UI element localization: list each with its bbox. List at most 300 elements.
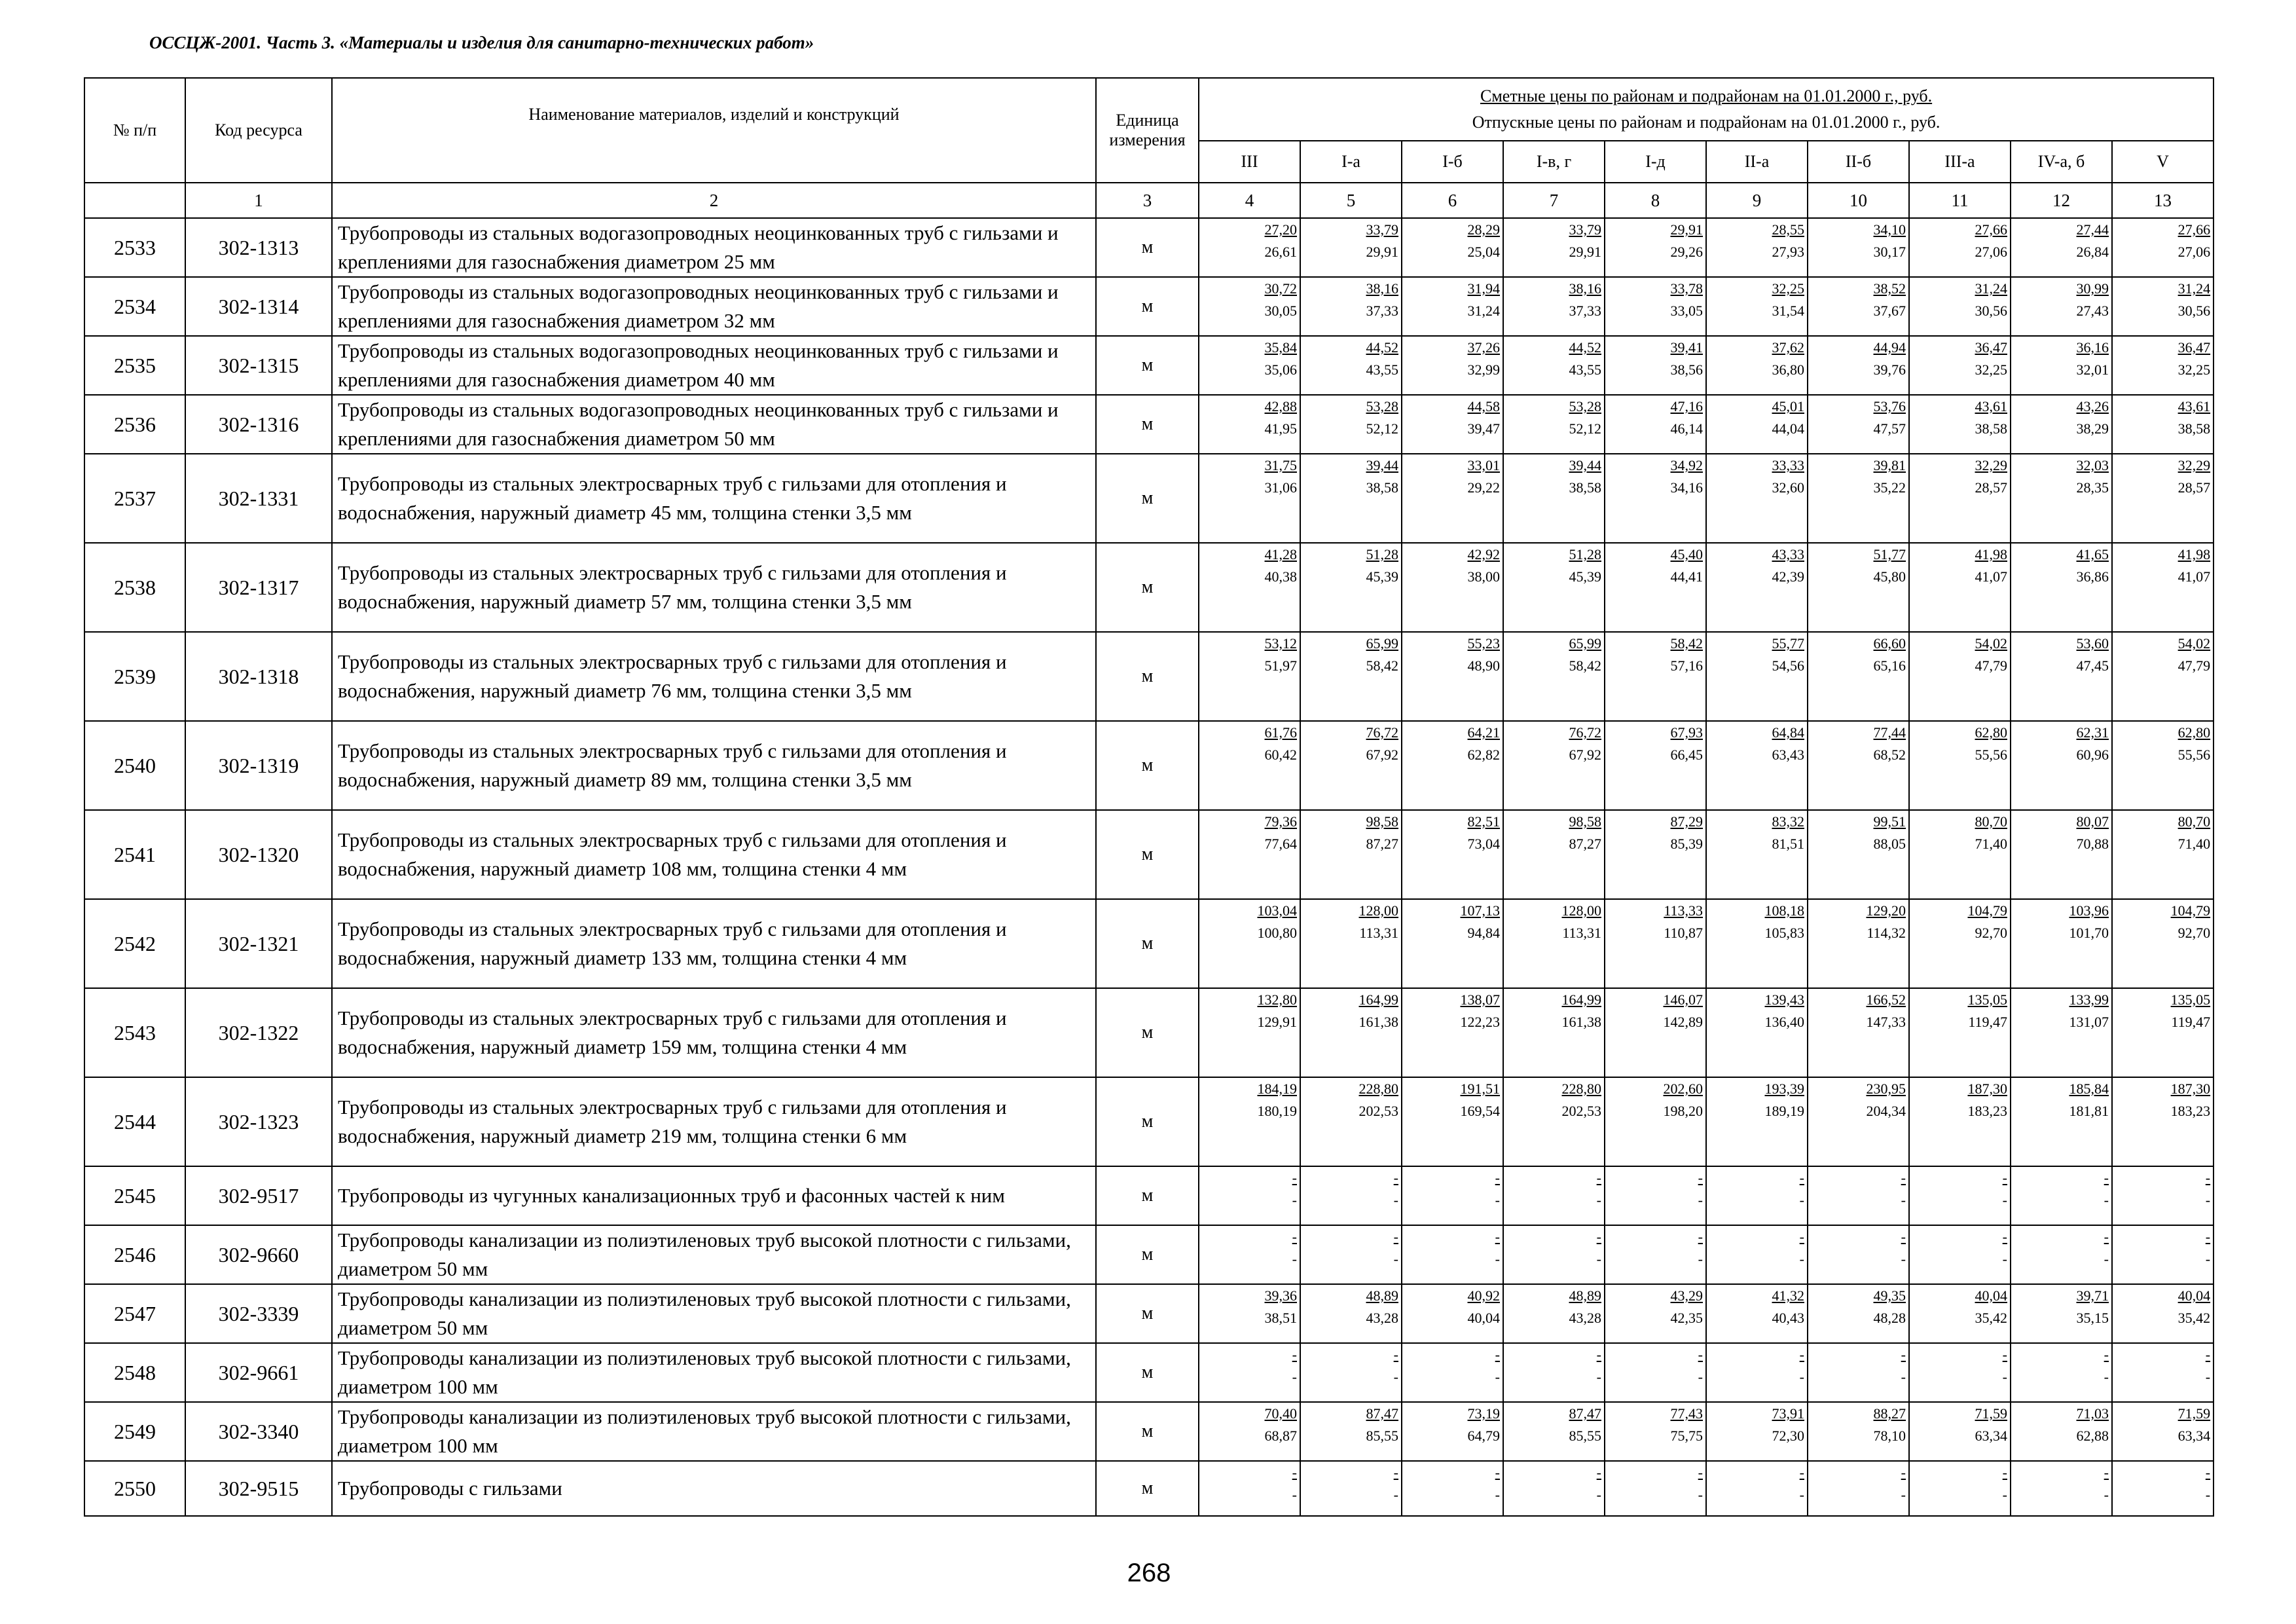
price-cell	[1605, 336, 1706, 395]
estimated-price: -	[1292, 1170, 1297, 1186]
price-cell	[2011, 218, 2112, 277]
release-price: 41,07	[2178, 568, 2211, 585]
estimated-price: -	[2002, 1228, 2007, 1245]
price-cell	[1605, 721, 1706, 810]
release-price: 62,82	[1467, 747, 1500, 763]
price-cell	[2112, 1077, 2214, 1166]
release-price: 142,89	[1663, 1014, 1703, 1030]
resource-code: 302-1319	[185, 721, 332, 810]
estimated-price: 36,47	[2178, 339, 2211, 356]
estimated-price: 31,75	[1264, 457, 1297, 473]
release-price: 42,39	[1772, 568, 1804, 585]
resource-code: 302-1317	[185, 543, 332, 632]
price-cell	[1402, 810, 1503, 899]
price-cell	[2011, 632, 2112, 721]
material-name: Трубопроводы из стальных электросварных труб с гильзами для отопления и водоснабжения, наружный диаметр 133 мм, толщина стенки 4 мм	[332, 899, 1096, 988]
column-number: 13	[2112, 183, 2214, 218]
resource-code: 302-1320	[185, 810, 332, 899]
estimated-price: 48,89	[1366, 1287, 1398, 1304]
estimated-price: 44,58	[1467, 398, 1500, 415]
price-cell	[2011, 1402, 2112, 1461]
column-number: 2	[332, 183, 1096, 218]
estimated-price: 80,07	[2076, 813, 2109, 830]
release-price: -	[1393, 1369, 1398, 1385]
material-name: Трубопроводы канализации из полиэтиленовых труб высокой плотности с гильзами, диаметром 50 мм	[332, 1225, 1096, 1284]
release-price: 38,58	[1366, 479, 1398, 496]
unit: м	[1096, 1284, 1199, 1343]
estimated-price: 80,70	[2178, 813, 2211, 830]
price-cell	[1909, 1166, 2011, 1225]
price-cell	[1503, 721, 1605, 810]
estimated-price: 28,29	[1467, 221, 1500, 238]
release-price: 131,07	[2069, 1014, 2109, 1030]
price-cell	[1808, 632, 1909, 721]
estimated-price: 51,28	[1366, 546, 1398, 563]
price-cell	[1503, 810, 1605, 899]
row-number: 2535	[84, 336, 185, 395]
release-price: 35,22	[1873, 479, 1906, 496]
price-cell	[1300, 1284, 1402, 1343]
estimated-price: 51,77	[1873, 546, 1906, 563]
release-price: 36,86	[2076, 568, 2109, 585]
release-price: -	[1698, 1192, 1703, 1208]
price-cell	[1706, 1284, 1808, 1343]
estimated-price: 87,29	[1670, 813, 1703, 830]
unit: м	[1096, 810, 1199, 899]
release-price: 161,38	[1561, 1014, 1601, 1030]
release-price: 39,76	[1873, 361, 1906, 378]
price-cell	[1808, 1343, 1909, 1402]
estimated-price: -	[1901, 1228, 1906, 1245]
estimated-price: 54,02	[2178, 635, 2211, 652]
release-price: 161,38	[1358, 1014, 1398, 1030]
release-price: 64,79	[1467, 1428, 1500, 1444]
estimated-price: 228,80	[1358, 1080, 1398, 1097]
material-name: Трубопроводы канализации из полиэтиленовых труб высокой плотности с гильзами, диаметром 100 мм	[332, 1343, 1096, 1402]
price-cell	[1402, 1402, 1503, 1461]
unit: м	[1096, 336, 1199, 395]
release-price: 60,42	[1264, 747, 1297, 763]
estimated-price: -	[1393, 1464, 1398, 1481]
price-cell	[1909, 1343, 2011, 1402]
release-price: 47,79	[2178, 657, 2211, 674]
row-number: 2536	[84, 395, 185, 454]
price-cell	[1199, 1402, 1300, 1461]
estimated-price: 47,16	[1670, 398, 1703, 415]
estimated-price: 76,72	[1569, 724, 1601, 741]
price-cell	[1300, 1402, 1402, 1461]
price-cell	[1300, 1166, 1402, 1225]
release-price: 27,06	[2178, 244, 2211, 260]
release-price: 35,42	[1975, 1310, 2007, 1326]
price-cell	[1300, 1077, 1402, 1166]
price-cell	[1605, 1077, 1706, 1166]
release-price: -	[2104, 1251, 2109, 1267]
price-cell	[1402, 1461, 1503, 1516]
release-price: 35,15	[2076, 1310, 2109, 1326]
estimated-price: 99,51	[1873, 813, 1906, 830]
release-price: -	[2104, 1486, 2109, 1503]
estimated-price: -	[1596, 1346, 1601, 1363]
release-price: 29,91	[1569, 244, 1601, 260]
price-cell	[1503, 336, 1605, 395]
release-price: 28,57	[2178, 479, 2211, 496]
price-cell	[1402, 1077, 1503, 1166]
release-price: 68,52	[1873, 747, 1906, 763]
price-cell	[1503, 1461, 1605, 1516]
estimated-price: 37,62	[1772, 339, 1804, 356]
release-price: -	[1901, 1251, 1906, 1267]
price-cell	[1605, 1402, 1706, 1461]
estimated-price: -	[2205, 1228, 2211, 1245]
price-cell	[1808, 277, 1909, 336]
release-price: 52,12	[1569, 420, 1601, 437]
estimated-price: -	[1495, 1228, 1500, 1245]
price-cell	[2112, 1225, 2214, 1284]
estimated-price: -	[1799, 1228, 1804, 1245]
price-cell	[2112, 1402, 2214, 1461]
release-price: 27,93	[1772, 244, 1804, 260]
price-cell	[2011, 543, 2112, 632]
material-name: Трубопроводы из стальных водогазопроводных неоцинкованных труб с гильзами и креплениями для газоснабжения диаметром 32 мм	[332, 277, 1096, 336]
release-price: -	[1495, 1486, 1500, 1503]
release-price: 38,58	[1569, 479, 1601, 496]
price-cell	[1909, 988, 2011, 1077]
price-cell	[1605, 1343, 1706, 1402]
table-row	[84, 543, 2214, 632]
release-price: 119,47	[2171, 1014, 2211, 1030]
price-cell	[1199, 721, 1300, 810]
row-number: 2543	[84, 988, 185, 1077]
price-cell	[1909, 1284, 2011, 1343]
release-price: 32,60	[1772, 479, 1804, 496]
estimated-price: 187,30	[1967, 1080, 2007, 1097]
release-price: 110,87	[1664, 925, 1703, 941]
release-price: 180,19	[1257, 1103, 1297, 1119]
release-price: 26,84	[2076, 244, 2109, 260]
release-price: -	[1799, 1486, 1804, 1503]
price-cell	[2112, 1166, 2214, 1225]
release-price: -	[1292, 1251, 1297, 1267]
material-name: Трубопроводы из стальных водогазопроводных неоцинкованных труб с гильзами и креплениями для газоснабжения диаметром 40 мм	[332, 336, 1096, 395]
material-name: Трубопроводы из стальных водогазопроводных неоцинкованных труб с гильзами и креплениями для газоснабжения диаметром 50 мм	[332, 395, 1096, 454]
estimated-price: 104,79	[2170, 902, 2211, 919]
release-price: 63,43	[1772, 747, 1804, 763]
release-price: -	[2104, 1369, 2109, 1385]
resource-code: 302-1313	[185, 218, 332, 277]
estimated-price: 87,47	[1366, 1405, 1398, 1422]
column-number: 4	[1199, 183, 1300, 218]
column-number: 5	[1300, 183, 1402, 218]
release-price: 43,55	[1366, 361, 1398, 378]
estimated-price: 55,23	[1467, 635, 1500, 652]
estimated-price: -	[2002, 1170, 2007, 1186]
estimated-price: 27,20	[1264, 221, 1297, 238]
price-cell	[1402, 1343, 1503, 1402]
estimated-price: 32,29	[2178, 457, 2211, 473]
release-price: -	[2002, 1251, 2007, 1267]
price-cell	[1402, 395, 1503, 454]
release-price: 100,80	[1257, 925, 1297, 941]
column-number: 10	[1808, 183, 1909, 218]
row-number: 2544	[84, 1077, 185, 1166]
price-cell	[1300, 810, 1402, 899]
release-price: 65,16	[1873, 657, 1906, 674]
estimated-price: 71,59	[2178, 1405, 2211, 1422]
table-row	[84, 1077, 2214, 1166]
price-cell	[1909, 454, 2011, 543]
price-cell	[1503, 899, 1605, 988]
price-cell	[2112, 395, 2214, 454]
release-price: 38,29	[2076, 420, 2109, 437]
price-cell	[2011, 1166, 2112, 1225]
price-cell	[2011, 395, 2112, 454]
price-cell	[1503, 218, 1605, 277]
price-cell	[1199, 810, 1300, 899]
estimated-price: -	[2104, 1346, 2109, 1363]
material-name: Трубопроводы канализации из полиэтиленовых труб высокой плотности с гильзами, диаметром 50 мм	[332, 1284, 1096, 1343]
material-name: Трубопроводы канализации из полиэтиленовых труб высокой плотности с гильзами, диаметром 100 мм	[332, 1402, 1096, 1461]
table-row	[84, 218, 2214, 277]
release-price: 38,51	[1264, 1310, 1297, 1326]
price-cell	[1503, 1077, 1605, 1166]
estimated-price: 107,13	[1460, 902, 1500, 919]
table-row	[84, 721, 2214, 810]
price-cell	[1300, 899, 1402, 988]
estimated-price: 128,00	[1561, 902, 1601, 919]
release-price: 183,23	[2170, 1103, 2211, 1119]
estimated-price: 113,33	[1664, 902, 1703, 919]
release-price: 85,55	[1366, 1428, 1398, 1444]
price-cell	[1706, 721, 1808, 810]
estimated-price: -	[2002, 1464, 2007, 1481]
estimated-price: 65,99	[1569, 635, 1601, 652]
table-row	[84, 1402, 2214, 1461]
price-cell	[1402, 454, 1503, 543]
estimated-price: 53,28	[1366, 398, 1398, 415]
price-cell	[1909, 810, 2011, 899]
estimated-price: -	[1393, 1170, 1398, 1186]
price-cell	[1503, 632, 1605, 721]
estimated-price: 187,30	[2170, 1080, 2211, 1097]
table-row	[84, 1166, 2214, 1225]
estimated-price: 98,58	[1366, 813, 1398, 830]
estimated-price: 32,03	[2076, 457, 2109, 473]
price-cell	[1706, 1343, 1808, 1402]
estimated-price: 32,29	[1975, 457, 2007, 473]
table-row	[84, 632, 2214, 721]
release-price: 183,23	[1967, 1103, 2007, 1119]
region-header: II-б	[1808, 141, 1909, 183]
region-header: V	[2112, 141, 2214, 183]
release-price: 55,56	[1975, 747, 2007, 763]
estimated-price: 39,44	[1569, 457, 1601, 473]
price-cell	[1808, 988, 1909, 1077]
price-cell	[1300, 543, 1402, 632]
table-row	[84, 1343, 2214, 1402]
price-cell	[2112, 1343, 2214, 1402]
price-cell	[1706, 1225, 1808, 1284]
release-price: 72,30	[1772, 1428, 1804, 1444]
estimated-price: -	[1901, 1464, 1906, 1481]
price-cell	[1909, 899, 2011, 988]
release-price: 32,25	[1975, 361, 2007, 378]
release-price: 122,23	[1460, 1014, 1500, 1030]
material-name: Трубопроводы из стальных электросварных труб с гильзами для отопления и водоснабжения, наружный диаметр 159 мм, толщина стенки 4 мм	[332, 988, 1096, 1077]
estimated-price: -	[1799, 1170, 1804, 1186]
release-price: 71,40	[1975, 836, 2007, 852]
row-number: 2537	[84, 454, 185, 543]
price-cell	[2112, 899, 2214, 988]
release-price: 70,88	[2076, 836, 2109, 852]
column-number: 12	[2011, 183, 2112, 218]
release-price: 30,56	[1975, 303, 2007, 319]
price-cell	[2011, 277, 2112, 336]
release-price: -	[1901, 1486, 1906, 1503]
release-price: -	[1292, 1486, 1297, 1503]
release-price: 44,04	[1772, 420, 1804, 437]
estimated-price: 34,92	[1670, 457, 1703, 473]
estimated-price: 67,93	[1670, 724, 1703, 741]
price-table	[84, 77, 2214, 1517]
row-number: 2549	[84, 1402, 185, 1461]
price-cell	[1199, 218, 1300, 277]
column-number: 6	[1402, 183, 1503, 218]
row-number: 2533	[84, 218, 185, 277]
estimated-price: 77,43	[1670, 1405, 1703, 1422]
estimated-price: 42,88	[1264, 398, 1297, 415]
estimated-price: -	[2104, 1464, 2109, 1481]
price-cell	[1300, 1343, 1402, 1402]
release-price: 202,53	[1358, 1103, 1398, 1119]
material-name: Трубопроводы из чугунных канализационных труб и фасонных частей к ним	[332, 1166, 1096, 1225]
estimated-price: 103,96	[2069, 902, 2109, 919]
estimated-price: 27,66	[1975, 221, 2007, 238]
release-price: 114,32	[1867, 925, 1906, 941]
estimated-price: -	[1698, 1464, 1703, 1481]
resource-code: 302-1316	[185, 395, 332, 454]
estimated-price: -	[1495, 1346, 1500, 1363]
material-name: Трубопроводы из стальных электросварных труб с гильзами для отопления и водоснабжения, наружный диаметр 45 мм, толщина стенки 3,5 мм	[332, 454, 1096, 543]
price-cell	[1605, 1225, 1706, 1284]
estimated-price: 39,71	[2076, 1287, 2109, 1304]
price-cell	[1199, 899, 1300, 988]
estimated-price: -	[1495, 1170, 1500, 1186]
unit: м	[1096, 1077, 1199, 1166]
price-cell	[1199, 277, 1300, 336]
release-price: 181,81	[2069, 1103, 2109, 1119]
release-price: 73,04	[1467, 836, 1500, 852]
estimated-price: 103,04	[1257, 902, 1297, 919]
release-price: 37,67	[1873, 303, 1906, 319]
estimated-price: 166,52	[1866, 991, 1906, 1008]
price-cell	[1503, 395, 1605, 454]
release-price: 52,12	[1366, 420, 1398, 437]
release-price: 41,95	[1264, 420, 1297, 437]
price-cell	[2011, 1284, 2112, 1343]
price-cell	[1605, 632, 1706, 721]
price-cell	[1909, 218, 2011, 277]
unit: м	[1096, 1343, 1199, 1402]
price-cell	[1503, 988, 1605, 1077]
price-cell	[1199, 988, 1300, 1077]
release-price: 51,97	[1264, 657, 1297, 674]
release-price: -	[1698, 1369, 1703, 1385]
release-price: 47,79	[1975, 657, 2007, 674]
row-number: 2539	[84, 632, 185, 721]
price-cell	[1706, 632, 1808, 721]
region-header: IV-а, б	[2011, 141, 2112, 183]
estimated-price: 28,55	[1772, 221, 1804, 238]
table-row	[84, 336, 2214, 395]
release-price: 113,31	[1359, 925, 1398, 941]
price-cell	[1402, 543, 1503, 632]
release-price: -	[1596, 1251, 1601, 1267]
estimated-price: 33,79	[1569, 221, 1601, 238]
estimated-price: 31,24	[1975, 280, 2007, 297]
price-cell	[1706, 395, 1808, 454]
price-cell	[1605, 1461, 1706, 1516]
material-name: Трубопроводы из стальных электросварных труб с гильзами для отопления и водоснабжения, наружный диаметр 76 мм, толщина стенки 3,5 мм	[332, 632, 1096, 721]
price-cell	[2112, 277, 2214, 336]
estimated-price: 77,44	[1873, 724, 1906, 741]
estimated-price: 40,04	[1975, 1287, 2007, 1304]
estimated-price: 33,79	[1366, 221, 1398, 238]
release-price: -	[1596, 1369, 1601, 1385]
column-number: 11	[1909, 183, 2011, 218]
estimated-price: 185,84	[2069, 1080, 2109, 1097]
price-cell	[1402, 218, 1503, 277]
estimated-price: 64,21	[1467, 724, 1500, 741]
material-name: Трубопроводы из стальных электросварных труб с гильзами для отопления и водоснабжения, наружный диаметр 108 мм, толщина стенки 4 мм	[332, 810, 1096, 899]
release-price: 29,22	[1467, 479, 1500, 496]
region-header: I-а	[1300, 141, 1402, 183]
price-cell	[1808, 1077, 1909, 1166]
release-price: 32,01	[2076, 361, 2109, 378]
price-cell	[2011, 1461, 2112, 1516]
unit: м	[1096, 1166, 1199, 1225]
table-row	[84, 1284, 2214, 1343]
release-price: -	[1292, 1192, 1297, 1208]
estimated-price: 164,99	[1358, 991, 1398, 1008]
header-code: Код ресурса	[185, 78, 332, 183]
estimated-price: -	[2002, 1346, 2007, 1363]
estimated-price: 44,52	[1569, 339, 1601, 356]
release-price: 36,80	[1772, 361, 1804, 378]
price-cell	[1605, 218, 1706, 277]
price-cell	[1503, 454, 1605, 543]
estimated-price: 30,72	[1264, 280, 1297, 297]
estimated-price: 146,07	[1663, 991, 1703, 1008]
price-cell	[1706, 454, 1808, 543]
unit: м	[1096, 277, 1199, 336]
row-number: 2548	[84, 1343, 185, 1402]
release-price: -	[1393, 1486, 1398, 1503]
resource-code: 302-1315	[185, 336, 332, 395]
resource-code: 302-3340	[185, 1402, 332, 1461]
estimated-price: -	[1292, 1346, 1297, 1363]
estimated-price: 43,33	[1772, 546, 1804, 563]
price-cell	[1909, 1402, 2011, 1461]
estimated-price: 36,16	[2076, 339, 2109, 356]
release-price: 40,43	[1772, 1310, 1804, 1326]
estimated-price: 98,58	[1569, 813, 1601, 830]
estimated-price: 128,00	[1358, 902, 1398, 919]
price-cell	[1300, 277, 1402, 336]
release-price: 58,42	[1569, 657, 1601, 674]
unit: м	[1096, 721, 1199, 810]
release-price: 119,47	[1968, 1014, 2007, 1030]
